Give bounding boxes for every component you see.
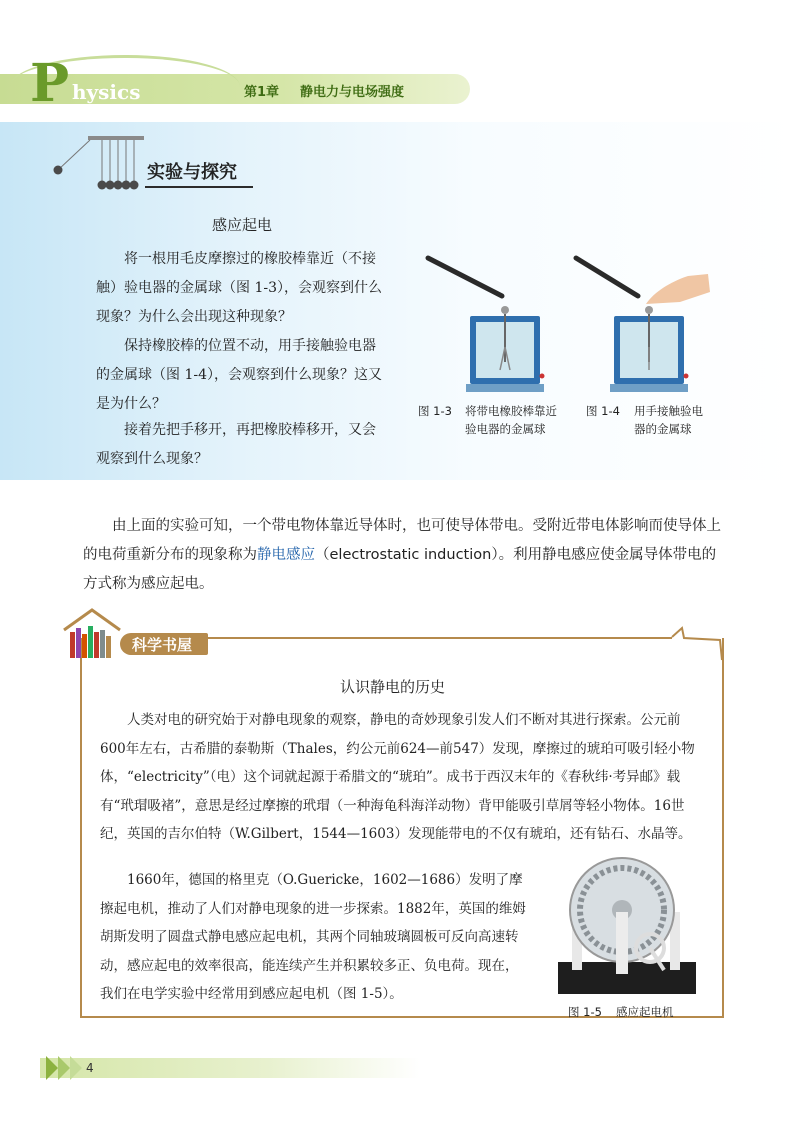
experiment-paragraph-1: 将一根用毛皮摩擦过的橡胶棒靠近（不接触）验电器的金属球（图 1-3），会观察到什么现象？为什么会出现这种现象？ bbox=[96, 251, 382, 325]
figure-1-5-number: 图 1-5 bbox=[568, 1005, 602, 1019]
experiment-paragraph-2: 保持橡胶棒的位置不动，用手接触验电器的金属球（图 1-4），会观察到什么现象？这又是为什么？ bbox=[96, 338, 382, 412]
electroscope-finger-image bbox=[570, 252, 720, 400]
experiment-title: 感应起电 bbox=[212, 216, 273, 234]
wimshurst-machine-image bbox=[552, 852, 702, 1000]
reading-paragraph-1: 人类对电的研究始于对静电现象的观察，静电的奇妙现象引发人们不断对其进行探索。公元前600年左右，古希腊的泰勒斯（Thales，约公元前624—前547）发现，摩擦过的琥珀可吸引轻小物体，“electricity”（电）这个词就起源于希腊文的“琥珀”。成书于西汉末年的《春秋纬·考异邮》载有“玳瑁吸褚”，意思是经过摩擦的玳瑁（一种海龟科海洋动物）背甲能吸引草屑等轻小物体。16世纪，英国的吉尔伯特（W.Gilbert，1544—1603）发现能带电的不仅有琥珀，还有钻石、水晶等。 bbox=[100, 712, 695, 842]
figure-1-4-number: 图 1-4 bbox=[586, 404, 620, 418]
main-text-after: 。利用静电感应使金属导体带电的方式称为感应起电。 bbox=[83, 547, 717, 592]
footer-chevrons-icon bbox=[44, 1054, 84, 1082]
main-text-before: 由上面的实验可知，一个带电物体靠近导体时，也可使导体带电。受附近带电体影响而使导体上的电荷重新分布的现象称为 bbox=[83, 518, 721, 563]
section-underline bbox=[145, 186, 253, 188]
figure-1-4-caption-line2: 器的金属球 bbox=[634, 422, 692, 436]
figure-1-3-caption-line1: 将带电橡胶棒靠近 bbox=[465, 404, 557, 418]
logo-letter: P bbox=[30, 53, 70, 114]
term-english: （electrostatic induction） bbox=[315, 547, 499, 563]
figure-1-3-caption-line2: 验电器的金属球 bbox=[465, 422, 546, 436]
figure-1-3-number: 图 1-3 bbox=[418, 404, 452, 418]
logo-text: hysics bbox=[72, 80, 141, 104]
bookshelf-icon bbox=[62, 608, 122, 660]
reading-box-corner-flag bbox=[664, 622, 724, 662]
chapter-number: 第1章 bbox=[244, 85, 280, 100]
newtons-cradle-icon bbox=[52, 130, 144, 192]
reading-paragraph-2: 1660年，德国的格里克（O.Guericke，1602—1686）发明了摩擦起电机，推动了人们对静电现象的进一步探索。1882年，英国的维姆胡斯发明了圆盘式静电感应起电机，其两个同轴玻璃圆板可反向高速转动，感应起电的效率很高，能连续产生并积累较多正、负电荷。现在，我们在电学实验中经常用到感应起电机（图 1-5）。 bbox=[100, 872, 526, 1002]
footer-bar bbox=[40, 1058, 420, 1078]
electroscope-rod-image bbox=[420, 252, 580, 400]
term-electrostatic-induction: 静电感应 bbox=[257, 547, 315, 563]
page-number: 4 bbox=[86, 1061, 94, 1075]
figure-1-4-caption-line1: 用手接触验电 bbox=[634, 404, 703, 418]
chapter-title: 静电力与电场强度 bbox=[300, 85, 405, 100]
reading-title: 认识静电的历史 bbox=[340, 678, 446, 696]
experiment-paragraph-3: 接着先把手移开，再把橡胶棒移开，又会观察到什么现象？ bbox=[96, 422, 376, 467]
main-paragraph bbox=[83, 512, 723, 599]
reading-box-top-border bbox=[208, 637, 672, 639]
figure-1-5-caption: 感应起电机 bbox=[616, 1005, 674, 1019]
reading-section-label: 科学书屋 bbox=[132, 636, 193, 654]
experiment-section-label: 实验与探究 bbox=[147, 162, 237, 183]
